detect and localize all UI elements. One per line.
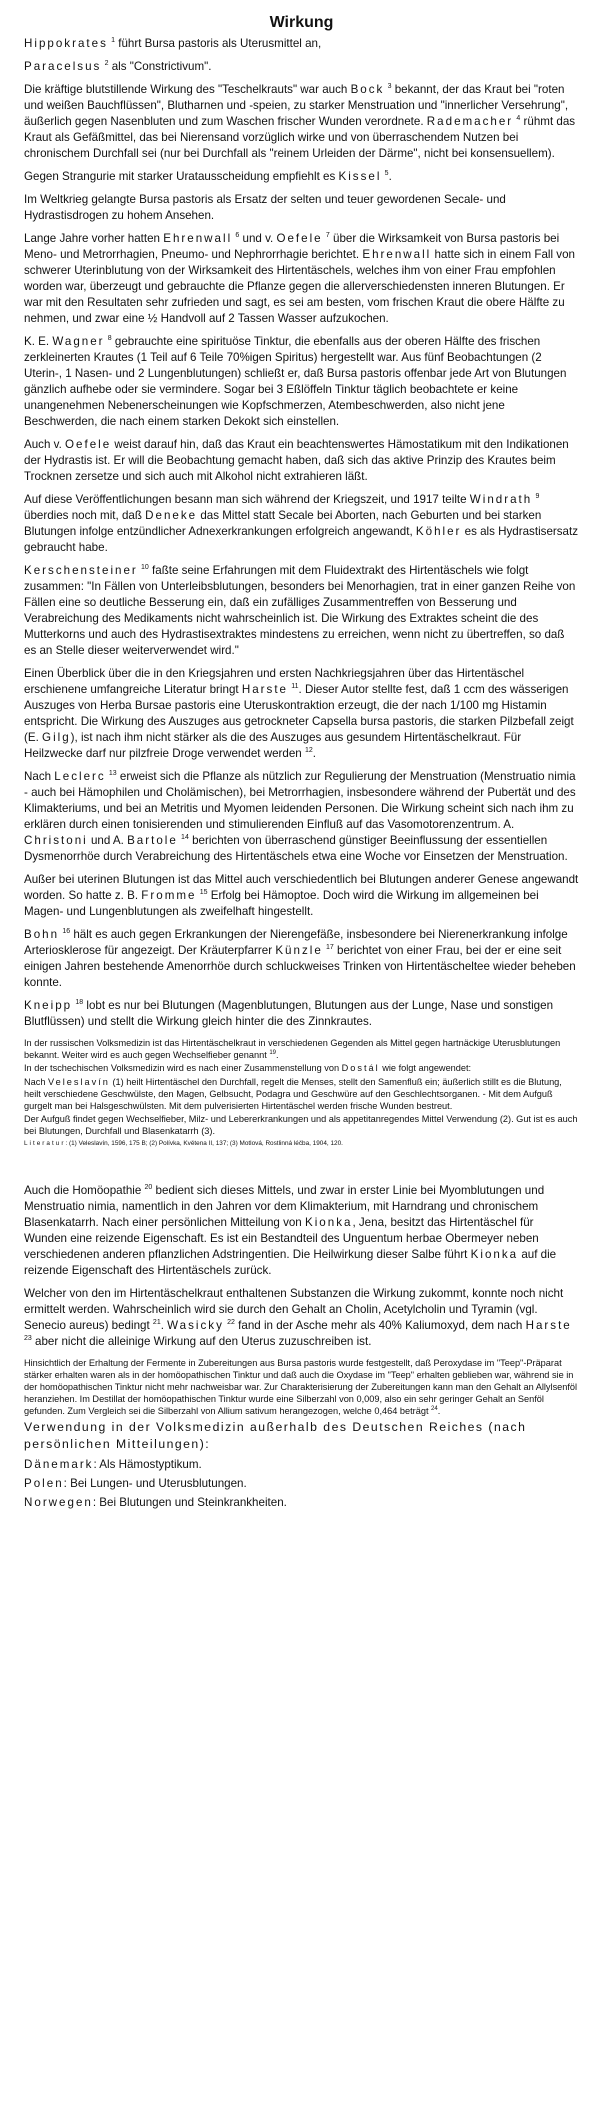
footnote-ref: 4	[516, 115, 521, 122]
author-name: Deneke	[145, 509, 198, 522]
text-run: . Dieser Autor stellte fest, daß 1 ccm des wässerigen Auszuges von Herba Bursae pastoris eine Uteruskontraktion erzeugt, die der nach 1/100 mg Histamin entspricht. Die Wirkung des Auszuges aus getrockneter Capsella bursa pastoris, die starken Pilzbefall zeigt (E.	[24, 683, 574, 744]
footnote-ref: 15	[199, 889, 208, 896]
enzyme-note	[24, 1357, 579, 1418]
author-name: Kissel	[338, 170, 382, 183]
text-run: über die Wirksamkeit von Bursa pastoris bei Meno- und Metrorrhagien, Pneumo- und Nephrorrhagie berichtet.	[24, 232, 560, 261]
author-name: Fromme	[141, 889, 197, 902]
text-run: gebrauchte eine spirituöse Tinktur, die ebenfalls aus der oberen Hälfte des frischen zerkleinerten Krautes (1 Teil auf 6 Teile 70%igen Spiritus) hergestellt war. Aus fünf Beobachtungen (2 Uterin-, 1 Nasen- und 2 Lungenblutungen) schließt er, daß Bursa pastoris offenbar jede Art von Blutungen gänzlich aufhebe oder sie vermindere. Sogar bei 3 Eßlöffeln Tinktur täglich beobachtete er keine unangenehmen Nebenerscheinungen wie Kopfschmerzen, Atembeschwerden, also nicht jene Beschwerden, die nach einem starken Dekokt sich einstellen.	[24, 335, 567, 428]
footnote-ref: 10	[141, 564, 149, 571]
paragraph	[24, 437, 579, 485]
text-run: .	[276, 1050, 279, 1061]
footnote-ref: 19	[269, 1050, 277, 1057]
text-run: bedient sich dieses Mittels, und zwar in erster Linie bei Myomblutungen und Menstruatio nimia, namentlich in den Jahren vor dem Klimakterium, mit Harndrang und chronischem Blasenkatarrh. Nach einer persönlichen Mitteilung von	[24, 1183, 545, 1229]
country-usage: : Bei Blutungen und Steinkrankheiten.	[92, 1495, 287, 1509]
text-run: bekannt, der das Kraut bei "roten und weißen Bauchflüssen", Blutharnen und -speien, zu starker Menstruation und "innerlicher Versehrung", äußerlich gegen Nasenbluten und zum Waschen frischer Wunden verordnete.	[24, 83, 569, 128]
country-item	[24, 1457, 579, 1473]
text-run: Hinsichtlich der Erhaltung der Fermente in Zubereitungen aus Bursa pastoris wurde festgestellt, daß Peroxydase im "Teep"-Präparat stärker erhalten waren als in der homöopathischen Tinktur und daß auch die Oxydase im "Teep" erhalten geblieben war, während sie in der homöopathischen Tinktur nicht mehr nachweisbar war. Zur Charakterisierung der Zubereitungen kann man den Gehalt an Allylsenföl heranziehen. Im Destillat der homöopathischen Tinktur wurde eine Silberzahl von 0,009, also ein sehr geringer Gehalt an Senföl gefunden. Zum Vergleich sei die Silberzahl von Allium sativum herangezogen, welche 0,464 beträgt	[24, 1357, 578, 1417]
footnote-ref: 24	[431, 1406, 438, 1413]
paragraph	[24, 192, 579, 224]
text-run: Auch die Homöopathie	[24, 1183, 145, 1197]
text-run: Außer bei uterinen Blutungen ist das Mittel auch verschiedentlich bei Blutungen anderer Genese angewandt worden. So hatte z. B.	[24, 873, 579, 902]
paragraph	[24, 169, 579, 185]
country-name: Norwegen	[24, 1495, 93, 1509]
footnote-ref: 7	[325, 232, 330, 239]
footnote-ref: 23	[24, 1334, 32, 1342]
paragraph	[24, 563, 579, 659]
paragraph	[24, 231, 579, 327]
text-run: und A.	[87, 834, 128, 847]
author-name: Wagner	[52, 335, 105, 348]
paragraph	[24, 59, 579, 75]
text-run: überdies noch mit, daß	[24, 509, 146, 522]
author-name: Gilg	[42, 731, 71, 744]
footnote-ref: 14	[181, 834, 189, 841]
footnote-ref: 20	[144, 1183, 153, 1191]
author-name: Windrath	[469, 493, 533, 506]
text-run: Nach	[24, 770, 55, 783]
author-name: Kneipp	[24, 999, 73, 1012]
footnote-ref: 18	[75, 999, 84, 1006]
text-run: erweist sich die Pflanze als nützlich zur Regulierung der Menstruation (Menstruatio nimia - auch bei Hämophilen und Cholämischen), bei Metrorrhagien, insbesondere während der Pubertät und des Klimakteriums, und bei an Metritis und Myomen leidenden Personen. Die Wirkung scheint sich nach ihm zu erklären durch einen tonisierenden und stimulierenden Einfluß auf das Vasomotorenzentrum. A.	[24, 770, 576, 831]
author-name: Kionka	[470, 1247, 519, 1261]
author-name: Christoni	[24, 834, 88, 847]
main-text-continued	[24, 1183, 579, 1350]
author-name: Bock	[350, 83, 385, 96]
author-name: Bohn	[24, 928, 60, 941]
text-run: Im Weltkrieg gelangte Bursa pastoris als Ersatz der selten und teuer gewordenen Secale- und Hydrastisdrogen zu hohem Ansehen.	[24, 193, 506, 222]
text-run: (1) heilt Hirtentäschel den Durchfall, regelt die Menses, stellt den Samenfluß ein; äußerlich stillt es die Blutung, heilt verschiedene Geschwülste, den Magen, Gelbsucht, Podagra und Geschwüre auf den Geschlechtsorganen. - Mit dem Aufguß gurgelt man bei Halsgeschwülsten. Mit dem pulverisierten Hirtentäschel werden frische Wunden bestreut.	[24, 1076, 562, 1112]
text-run: K. E.	[24, 335, 53, 348]
author-name: Bartole	[127, 834, 178, 847]
text-run: In der tschechischen Volksmedizin wird es nach einer Zusammenstellung von	[24, 1063, 342, 1074]
author-name: Paracelsus	[24, 60, 102, 73]
footnote-ref: 11	[291, 683, 299, 690]
author-name: Kionka	[304, 1215, 353, 1229]
text-run: .	[437, 1406, 441, 1417]
country-name: Dänemark	[24, 1457, 94, 1471]
text-run: In der russischen Volksmedizin ist das Hirtentäschelkraut in verschiedenen Gegenden als Mittel gegen hartnäckige Uterusblutungen bekannt. Weiter wird es auch gegen Wechselfieber genannt	[24, 1038, 561, 1061]
paragraph	[24, 492, 579, 556]
paragraph	[24, 36, 579, 52]
country-item	[24, 1495, 579, 1511]
text-run: Die kräftige blutstillende Wirkung des "Teschelkrauts" war auch	[24, 83, 351, 96]
text-run: fand in der Asche mehr als 40% Kaliumoxyd, dem nach	[234, 1318, 526, 1332]
footnote-ref: 13	[108, 770, 117, 777]
text-run: hält es auch gegen Erkrankungen der Nierengefäße, insbesondere bei Nierenerkrankung infolge Arteriosklerose für angezeigt. Der Kräuterpfarrer	[24, 928, 568, 957]
text-run: faßte seine Erfahrungen mit dem Fluidextrakt des Hirtentäschels wie folgt zusammen: "In Fällen von Unterleibsblutungen, besonders bei Menorhagien, trat in einer ganzen Reihe von Fällen eine so deutliche Besserung ein, daß ein zufälliges Zusammentreffen von Besserung und Verabreichung des Medikaments nicht wahrscheinlich ist. Die Wirkung des Extraktes scheint die des Mutterkorns und auch des Hydrastisextraktes mindestens zu erreichen, wenn nicht zu übertreffen, so daß es an Stelle dieser weiterverwendet wird."	[24, 564, 576, 657]
text-run: Der Aufguß findet gegen Wechselfieber, Milz- und Lebererkrankungen und als appetitanregendes Mittel Verwendung (2). Gut ist es auch bei Blutungen, Durchfall und Blasenkatarrh (3).	[24, 1114, 578, 1137]
footnote-ref: 21	[152, 1318, 161, 1326]
text-run: hatte sich in einem Fall von schwerer Uterinblutung von der Wirksamkeit des Hirtentäschels, welches ihm von einer Frau empfohlen worden war, überzeugt und gebrauchte die Pflanze gegen die allerverschiedensten inneren Blutungen. Er war mit den Resultaten sehr zufrieden und sagt, es sei am besten, vom frischen Kraut die obere Hälfte zu nehmen, und zwar eine ½ Handvoll auf 2 Tassen Wasser aufzukochen.	[24, 248, 575, 325]
text-run: .	[388, 170, 392, 183]
paragraph	[24, 666, 579, 762]
text-run: Welcher von den im Hirtentäschelkraut enthaltenen Substanzen die Wirkung zukommt, konnte noch nicht ermittelt werden. Wahrscheinlich wird sie durch den Gehalt an Cholin, Acetylcholin und Tyramin (vgl. Senecio aureus) bedingt	[24, 1286, 564, 1332]
footnote-ref: 2	[104, 60, 109, 67]
footnote-ref: 17	[326, 944, 334, 951]
text-run: Auch v.	[24, 438, 66, 451]
text-run: .	[160, 1318, 168, 1332]
paragraph	[24, 927, 579, 991]
text-run: berichten von überraschend günstiger Beeinflussung der essentiellen Dysmenorrhöe durch Verabreichung des Hirtentäschels etwa eine Woche vor Einsetzen der Menstruation.	[24, 834, 568, 863]
text-run: : (1) Veleslavín, 1596, 175 B; (2) Polívka, Květena II, 137; (3) Motlová, Rostlinná léčba, 1904, 120.	[65, 1139, 343, 1147]
paragraph	[24, 998, 579, 1030]
author-name: Kerschensteiner	[24, 564, 138, 577]
text-run: Nach	[24, 1076, 49, 1087]
footnote-ref: 6	[235, 232, 240, 239]
footnote-ref: 12	[304, 747, 313, 754]
text-run: Gegen Strangurie mit starker Uratausscheidung empfiehlt es	[24, 170, 339, 183]
text-run: Einen Überblick über die in den Kriegsjahren und ersten Nachkriegsjahren über das Hirtentäschel erschienene umfangreiche Literatur bringt	[24, 667, 525, 696]
footnote-ref: 8	[107, 335, 112, 342]
author-name: Harste	[241, 683, 288, 696]
small-paragraph	[24, 1062, 579, 1074]
text-run: weist darauf hin, daß das Kraut ein beachtenswertes Hämostatikum mit den Indikationen der Hydrastis ist. Er will die Beobachtung gemacht haben, daß sich das aktive Prinzip des Krautes beim Trocknen zersetze und sich auch mit Alkohol nicht extrahieren läßt.	[24, 438, 569, 483]
author-name: Veleslavín	[48, 1076, 110, 1087]
text-run: .	[312, 747, 316, 760]
paragraph	[24, 1286, 579, 1350]
author-name: Künzle	[275, 944, 323, 957]
text-run: Lange Jahre vorher hatten	[24, 232, 164, 245]
country-usage: : Bei Lungen- und Uterusblutungen.	[63, 1476, 247, 1490]
small-paragraph	[24, 1113, 579, 1137]
text-run: es als Hydrastisersatz gebraucht habe.	[24, 525, 579, 554]
footnote-ref: 22	[227, 1318, 235, 1326]
author-name: Literatur	[24, 1139, 66, 1147]
footnote-ref: 16	[62, 928, 71, 935]
footnote-ref: 1	[111, 37, 116, 44]
paragraph	[24, 769, 579, 865]
text-run: und v.	[239, 232, 277, 245]
text-run: Erfolg bei Hämoptoe. Doch wird die Wirkung im allgemeinen bei Magen- und Lungenblutungen als zweifelhaft hingestellt.	[24, 889, 539, 918]
small-paragraph	[24, 1357, 579, 1418]
footnote-ref: 3	[387, 83, 392, 90]
text-run: lobt es nur bei Blutungen (Magenblutungen, Blutungen aus der Lunge, Nase und sonstigen Blutflüssen) und stellt die Wirkung gleich hinter die des Zinnkrautes.	[24, 999, 554, 1028]
paragraph	[24, 1183, 579, 1279]
small-paragraph	[24, 1076, 579, 1113]
text-run: berichtet von einer Frau, bei der er eine seit einigen Jahren bestehende Amenorrhöe durch schluckweises Trinken von Hirtentäscheltee wieder beheben konnte.	[24, 944, 576, 989]
folk-medicine-list	[24, 1457, 579, 1511]
text-run: aber nicht die alleinige Wirkung auf den Uterus zuzuschreiben ist.	[31, 1334, 372, 1348]
folk-medicine-heading: Verwendung in der Volksmedizin außerhalb des Deutschen Reiches (nach persönlichen Mitteilungen):	[24, 1419, 527, 1451]
text-run: , Jena, besitzt das Hirtentäschel für Wunden eine reizende Eigenschaft. Es ist ein Bestandteil des Unguentum herbae Obermeyer neben verschiedenen anderen pflanzlichen Adstringentien. Die Heilwirkung dieser Salbe führt	[24, 1215, 539, 1261]
author-name: Dostál	[341, 1063, 380, 1074]
folk-medicine-notes	[24, 1037, 579, 1138]
author-name: Wasicky	[167, 1318, 224, 1332]
author-name: Rademacher	[426, 115, 514, 128]
author-name: Ehrenwall	[362, 248, 432, 261]
footnote-ref: 5	[384, 170, 389, 177]
paragraph	[24, 82, 579, 162]
paragraph	[24, 872, 579, 920]
text-run: ), ist nach ihm nicht stärker als die des Auszuges aus gesundem Hirtentäschelkraut. Für Heilzwecke darf nur pilzfreie Droge verwendet werden	[24, 731, 522, 760]
author-name: Oefele	[276, 232, 323, 245]
country-usage: : Als Hämostyptikum.	[93, 1457, 202, 1471]
text-run: rühmt das Kraut als Gefäßmittel, das bei Nierensand vorzüglich wirke und von überraschendem Nutzen bei chronischem Durchfall sei (nur bei Durchfall als "reinem Urleiden der Därme", nicht bei konsensuellem).	[24, 115, 576, 160]
country-name: Polen	[24, 1476, 64, 1490]
small-paragraph	[24, 1037, 579, 1061]
text-run: auf die reizende Eigenschaft des Hirtentäschels zurück.	[24, 1247, 557, 1277]
author-name: Harste	[525, 1318, 572, 1332]
main-text	[24, 36, 579, 1030]
country-item	[24, 1476, 579, 1492]
literature-note	[24, 1139, 579, 1149]
text-run: das Mittel statt Secale bei Aborten, nach Geburten und bei starken Blutungen infolge entzündlicher Adnexerkrankungen erfolgreich angewandt,	[24, 509, 542, 538]
author-name: Oefele	[65, 438, 112, 451]
footnote-ref: 9	[535, 493, 540, 500]
author-name: Köhler	[415, 525, 462, 538]
page-title: Wirkung	[269, 14, 334, 31]
author-name: Leclerc	[54, 770, 106, 783]
text-run: Auf diese Veröffentlichungen besann man sich während der Kriegszeit, und 1917 teilte	[24, 493, 470, 506]
author-name: Ehrenwall	[163, 232, 233, 245]
text-run: als "Constrictivum".	[108, 60, 212, 73]
author-name: Hippokrates	[24, 37, 108, 50]
text-run: wie folgt angewendet:	[379, 1063, 472, 1074]
text-run: führt Bursa pastoris als Uterusmittel an,	[115, 37, 322, 50]
paragraph	[24, 334, 579, 430]
